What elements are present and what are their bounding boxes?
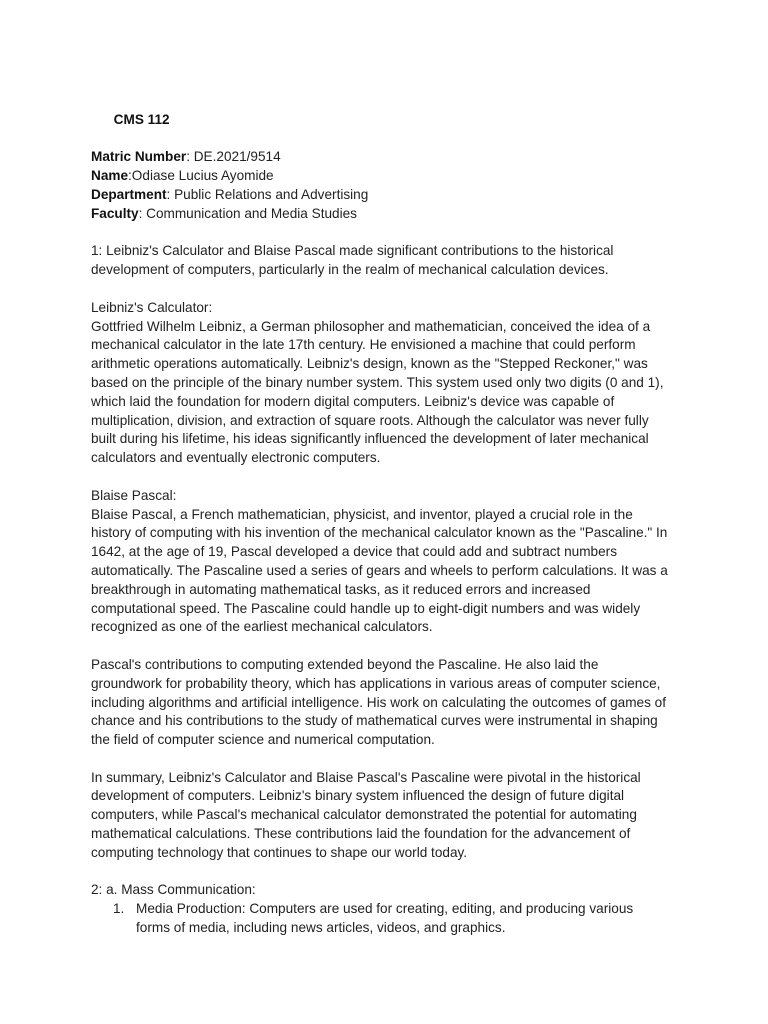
- text-line: chance and his contributions to the study of mathematical curves were instrumental in shaping: [91, 713, 658, 729]
- list-item: [91, 900, 708, 938]
- matric-number-value: : DE.2021/9514: [186, 149, 281, 165]
- text-line: computers, while Pascal's mechanical calculator demonstrated the potential for automating: [91, 807, 637, 823]
- text-line: In summary, Leibniz's Calculator and Blaise Pascal's Pascaline were pivotal in the historical: [91, 769, 641, 785]
- course-code-line: [91, 92, 708, 148]
- text-line: Pascal's contributions to computing extended beyond the Pascaline. He also laid the: [91, 656, 599, 672]
- pascal-section: [91, 487, 708, 637]
- text-line: based on the principle of the binary number system. This system used only two digits (0 and 1),: [91, 374, 664, 390]
- text-line: history of computing with his invention of the mechanical calculator known as the "Pascaline." In: [91, 525, 668, 541]
- text-line: including algorithms and artificial intelligence. His work on calculating the outcomes of games of: [91, 694, 667, 710]
- text-line: recognized as one of the earliest mechanical calculators.: [91, 619, 433, 635]
- text-line: 1642, at the age of 19, Pascal developed a device that could add and subtract numbers: [91, 544, 617, 560]
- department-value: : Public Relations and Advertising: [166, 186, 369, 202]
- faculty-value: : Communication and Media Studies: [138, 205, 357, 221]
- numbered-list: [91, 900, 708, 938]
- name-label: Name: [91, 168, 129, 184]
- text-line: Blaise Pascal, a French mathematician, physicist, and inventor, played a crucial role in the: [91, 506, 633, 522]
- text-line: mechanical calculator in the late 17th century. He envisioned a machine that could perform: [91, 337, 636, 353]
- text-line: Gottfried Wilhelm Leibniz, a German philosopher and mathematician, conceived the idea of a: [91, 318, 651, 334]
- text-line: groundwork for probability theory, which has applications in various areas of computer science,: [91, 675, 661, 691]
- leibniz-heading: Leibniz's Calculator:: [91, 299, 213, 315]
- list-item-text-line: forms of media, including news articles, videos, and graphics.: [136, 920, 506, 936]
- text-line: calculators and eventually electronic computers.: [91, 450, 381, 466]
- course-code: CMS 112: [113, 111, 170, 127]
- department-label: Department: [91, 186, 167, 202]
- question-2-section: [91, 881, 708, 937]
- matric-number-label: Matric Number: [91, 149, 187, 165]
- list-item-text-line: Media Production: Computers are used for creating, editing, and producing various: [136, 901, 634, 917]
- list-item-number: 1.: [113, 901, 125, 917]
- text-line: the field of computer science and numerical computation.: [91, 732, 435, 748]
- leibniz-section: [91, 299, 708, 468]
- faculty-label: Faculty: [91, 205, 139, 221]
- student-info-header: [91, 92, 708, 224]
- text-line: development of computers. Leibniz's binary system influenced the design of future digital: [91, 788, 625, 804]
- matric-number-line: [91, 148, 708, 167]
- summary-paragraph: [91, 769, 708, 863]
- name-value: :Odiase Lucius Ayomide: [128, 168, 274, 184]
- department-line: [91, 186, 708, 205]
- text-line: computational speed. The Pascaline could handle up to eight-digit numbers and was widely: [91, 600, 641, 616]
- text-line: 1: Leibniz's Calculator and Blaise Pascal made significant contributions to the historical: [91, 243, 614, 259]
- name-line: [91, 167, 708, 186]
- question-2-heading: 2: a. Mass Communication:: [91, 882, 256, 898]
- text-line: multiplication, division, and extraction of square roots. Although the calculator was never fully: [91, 412, 649, 428]
- text-line: mathematical calculations. These contributions laid the foundation for the advancement of: [91, 826, 631, 842]
- question-1-intro: [91, 242, 708, 280]
- text-line: arithmetic operations automatically. Leibniz's design, known as the "Stepped Reckoner," was: [91, 356, 648, 372]
- text-line: computing technology that continues to shape our world today.: [91, 844, 468, 860]
- text-line: which laid the foundation for modern digital computers. Leibniz's device was capable of: [91, 393, 615, 409]
- faculty-line: [91, 205, 708, 224]
- pascal-contributions-paragraph: [91, 656, 708, 750]
- text-line: breakthrough in automating mathematical tasks, as it reduced errors and increased: [91, 581, 591, 597]
- pascal-heading: Blaise Pascal:: [91, 487, 177, 503]
- text-line: automatically. The Pascaline used a series of gears and wheels to perform calculations. It was a: [91, 562, 668, 578]
- text-line: built during his lifetime, his ideas significantly influenced the development of later mechanical: [91, 431, 649, 447]
- text-line: development of computers, particularly in the realm of mechanical calculation devices.: [91, 262, 609, 278]
